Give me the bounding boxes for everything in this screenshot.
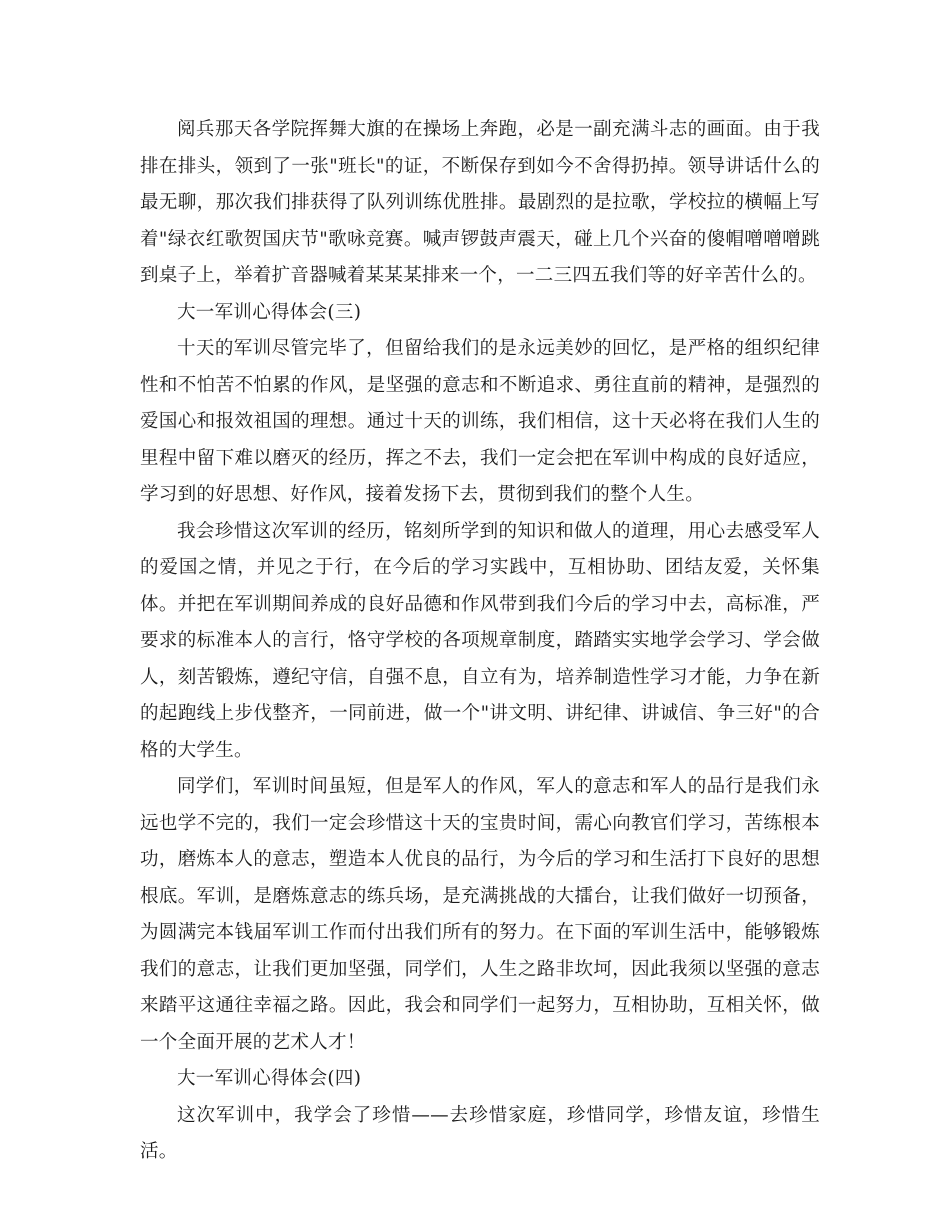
paragraph-cherish-experience: 我会珍惜这次军训的经历，铭刻所学到的知识和做人的道理，用心去感受军人的爱国之情，并见之于行，在今后的学习实践中，互相协助、团结友爱，关怀集体。并把在军训期间养成的良好品德和作风带到我们今后的学习中去，高标准，严要求的标准本人的言行，恪守学校的各项规章制度，踏踏实实地学会学习、学会做人，刻苦锻炼，遵纪守信，自强不息，自立有为，培养制造性学习才能，力争在新的起跑线上步伐整齐，一同前进，做一个"讲文明、讲纪律、讲诚信、争三好"的合格的大学生。 [140,520,820,761]
paragraph-classmates: 同学们，军训时间虽短，但是军人的作风，军人的意志和军人的品行是我们永远也学不完的，我们一定会珍惜这十天的宝贵时间，需心向教官们学习，苦练根本功，磨炼本人的意志，塑造本人优良的品行，为今后的学习和生活打下良好的思想根底。军训，是磨炼意志的练兵场，是充满挑战的大擂台，让我们做好一切预备，为圆满完本钱届军训工作而付出我们所有的努力。在下面的军训生活中，能够锻炼我们的意志，让我们更加坚强，同学们，人生之路非坎坷，因此我须以坚强的意志来踏平这通往幸福之路。因此，我会和同学们一起努力，互相协助，互相关怀，做一个全面开展的艺术人才！ [140,776,820,1053]
paragraph-learned-to-cherish: 这次军训中，我学会了珍惜——去珍惜家庭，珍惜同学，珍惜友谊，珍惜生活。 [140,1104,820,1162]
paragraph-ten-days: 十天的军训尽管完毕了，但留给我们的是永远美妙的回忆，是严格的组织纪律性和不怕苦不怕累的作风，是坚强的意志和不断追求、勇往直前的精神，是强烈的爱国心和报效祖国的理想。通过十天的训练，我们相信，这十天必将在我们人生的里程中留下难以磨灭的经历，挥之不去，我们一定会把在军训中构成的良好适应，学习到的好思想、好作风，接着发扬下去，贯彻到我们的整个人生。 [140,338,820,505]
section-heading-four: 大一军训心得体会(四) [177,1068,362,1089]
section-heading-three: 大一军训心得体会(三) [177,301,362,323]
paragraph-parade-memory: 阅兵那天各学院挥舞大旗的在操场上奔跑，必是一副充满斗志的画面。由于我排在排头，领到了一张"班长"的证，不断保存到如今不舍得扔掉。领导讲话什么的最无聊，那次我们排获得了队列训练优胜排。最剧烈的是拉歌，学校拉的横幅上写着"绿衣红歌贺国庆节"歌咏竞赛。喊声锣鼓声震天，碰上几个兴奋的傻帽噌噌噌跳到桌子上，举着扩音器喊着某某某排来一个，一二三四五我们等的好辛苦什么的。 [140,119,820,286]
document-body [140,112,820,1171]
